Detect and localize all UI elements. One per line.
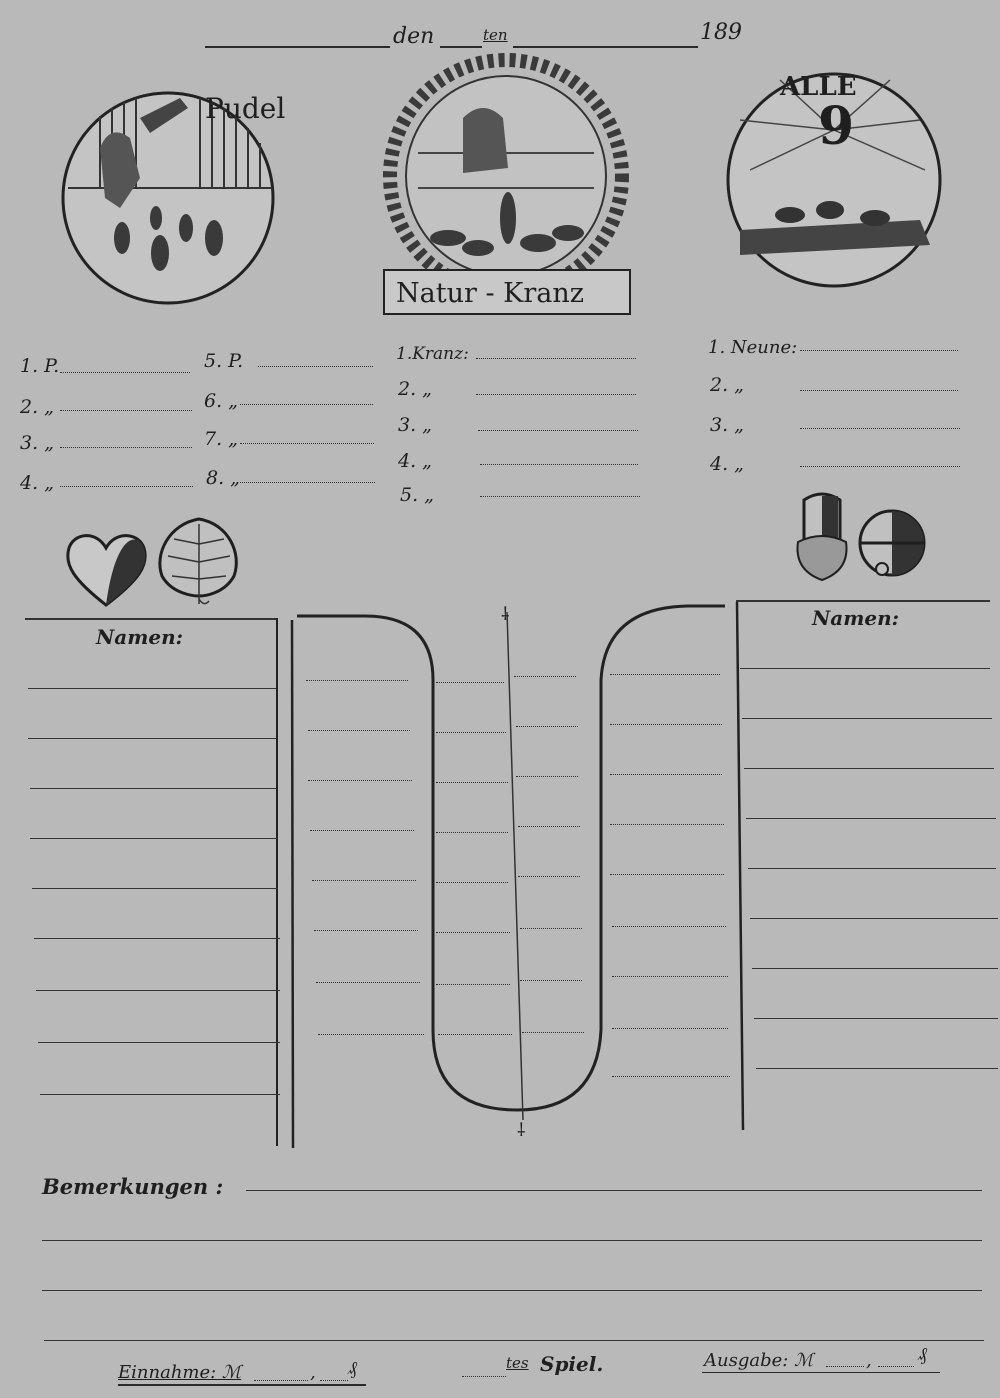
score-line-center-right[interactable] (520, 980, 582, 981)
score-line-center-left[interactable] (436, 732, 506, 733)
footer-ausgabe-pf: ₰ (918, 1344, 927, 1365)
pudel-entry-label: 4. „ (20, 472, 55, 494)
score-line-left[interactable] (306, 680, 408, 681)
score-line-center-right[interactable] (520, 928, 582, 929)
score-line-center-left[interactable] (436, 782, 508, 783)
score-line-center-right[interactable] (514, 676, 576, 677)
pudel-title: Pudel (205, 92, 286, 125)
header-den: den (393, 24, 435, 49)
neune-entry-blank[interactable] (800, 428, 960, 429)
right-name-line[interactable] (744, 768, 994, 769)
pudel-entry-blank[interactable] (240, 443, 374, 444)
pudel-entry-blank[interactable] (60, 486, 193, 487)
kranz-entry-blank[interactable] (478, 430, 638, 431)
footer-spiel-number-blank[interactable] (462, 1376, 506, 1377)
right-name-line[interactable] (740, 668, 990, 669)
neune-entry-blank[interactable] (800, 350, 958, 351)
pudel-entry-blank[interactable] (60, 372, 190, 373)
left-name-line[interactable] (34, 938, 280, 939)
footer-ausgabe-comma: , (866, 1350, 872, 1371)
pudel-entry-blank[interactable] (60, 410, 192, 411)
pudel-entry-blank[interactable] (258, 366, 373, 367)
left-name-line[interactable] (32, 888, 278, 889)
footer-ausgabe-underline (702, 1372, 940, 1373)
pudel-entry-blank[interactable] (240, 404, 373, 405)
score-line-center-right[interactable] (522, 1032, 584, 1033)
kranz-entry-label: 2. „ (398, 378, 433, 400)
right-name-line[interactable] (756, 1068, 998, 1069)
kranz-entry-blank[interactable] (480, 464, 638, 465)
svg-text:⸸: ⸸ (517, 1120, 526, 1141)
left-name-line[interactable] (36, 990, 280, 991)
footer-spiel: Spiel. (540, 1352, 604, 1376)
kranz-entry-label: 3. „ (398, 414, 433, 436)
right-column-top-rule (736, 600, 990, 602)
remarks-line[interactable] (246, 1190, 982, 1191)
remarks-line[interactable] (42, 1290, 982, 1291)
svg-text:⸸: ⸸ (501, 604, 510, 625)
footer-einnahme-pf-blank[interactable] (320, 1380, 348, 1381)
kranz-title: Natur - Kranz (396, 278, 584, 309)
footer-einnahme-mark-blank[interactable] (254, 1380, 308, 1381)
left-column-right-rule (276, 618, 278, 1146)
remarks-line[interactable] (44, 1340, 984, 1341)
footer-einnahme-underline (118, 1384, 366, 1386)
neune-entry-blank[interactable] (800, 390, 958, 391)
kranz-entry-blank[interactable] (476, 394, 636, 395)
left-name-line[interactable] (38, 1042, 280, 1043)
score-line-center-right[interactable] (518, 876, 580, 877)
heart-icon (64, 530, 149, 610)
bell-icon (856, 505, 928, 585)
right-name-line[interactable] (746, 818, 996, 819)
score-line-center-left[interactable] (436, 882, 508, 883)
footer-einnahme-label: Einnahme: ℳ (118, 1362, 242, 1383)
score-line-right[interactable] (610, 674, 720, 675)
footer-ausgabe-pf-blank[interactable] (878, 1366, 914, 1367)
score-line-center-right[interactable] (516, 776, 578, 777)
header-date-blank-1[interactable] (205, 46, 390, 48)
right-name-line[interactable] (750, 918, 998, 919)
right-name-line[interactable] (748, 868, 996, 869)
pudel-entry-label: 7. „ (204, 428, 239, 450)
header-year: 189 (700, 20, 742, 45)
score-line-center-left[interactable] (438, 1034, 512, 1035)
score-line-center-right[interactable] (518, 826, 580, 827)
score-line-right[interactable] (612, 1076, 730, 1077)
score-line-left[interactable] (310, 830, 414, 831)
left-name-line[interactable] (40, 1094, 280, 1095)
score-line-center-left[interactable] (436, 932, 510, 933)
header-date-blank-2[interactable] (440, 46, 482, 48)
acorn-icon (792, 490, 852, 585)
pudel-entry-blank[interactable] (60, 447, 192, 448)
score-line-right[interactable] (612, 976, 728, 977)
score-line-left[interactable] (308, 780, 412, 781)
score-line-right[interactable] (610, 724, 722, 725)
neune-entry-blank[interactable] (800, 466, 960, 467)
alle-neune-number: 9 (818, 96, 855, 157)
right-column-header: Namen: (812, 606, 900, 630)
score-line-center-left[interactable] (436, 984, 510, 985)
neune-entry-label: 1. Neune: (708, 337, 798, 358)
score-line-right[interactable] (610, 824, 724, 825)
score-line-left[interactable] (316, 982, 420, 983)
score-line-center-right[interactable] (516, 726, 578, 727)
score-line-right[interactable] (610, 874, 724, 875)
remarks-line[interactable] (42, 1240, 982, 1241)
score-line-left[interactable] (318, 1034, 424, 1035)
left-column-top-rule (25, 618, 277, 620)
footer-ausgabe-label: Ausgabe: ℳ (704, 1350, 814, 1371)
pudel-entry-label: 6. „ (204, 390, 239, 412)
left-name-line[interactable] (28, 688, 276, 689)
neune-entry-label: 3. „ (710, 414, 745, 436)
neune-entry-label: 4. „ (710, 453, 745, 475)
neune-entry-label: 2. „ (710, 374, 745, 396)
score-line-right[interactable] (612, 926, 726, 927)
right-name-line[interactable] (754, 1018, 998, 1019)
left-column-header: Namen: (96, 625, 184, 649)
pudel-entry-label: 3. „ (20, 432, 55, 454)
right-name-line[interactable] (742, 718, 992, 719)
score-line-left[interactable] (314, 930, 418, 931)
header-ten: ten (483, 26, 508, 44)
right-name-line[interactable] (752, 968, 998, 969)
score-line-right[interactable] (612, 1028, 728, 1029)
left-name-line[interactable] (30, 788, 276, 789)
footer-spiel-tes: tes (506, 1354, 529, 1372)
pudel-entry-label: 8. „ (206, 467, 241, 489)
kranz-entry-label: 5. „ (400, 484, 435, 506)
leaf-icon (154, 514, 244, 609)
footer-ausgabe-mark-blank[interactable] (826, 1366, 864, 1367)
left-name-line[interactable] (30, 838, 278, 839)
pudel-entry-label: 1. P. (20, 355, 60, 377)
kranz-entry-blank[interactable] (476, 358, 636, 359)
remarks-label: Bemerkungen : (42, 1174, 224, 1199)
score-line-right[interactable] (610, 774, 722, 775)
pudel-entry-label: 5. P. (204, 350, 244, 372)
kranz-entry-blank[interactable] (480, 496, 640, 497)
kranz-entry-label: 4. „ (398, 450, 433, 472)
footer-einnahme-comma: , (310, 1362, 316, 1383)
score-line-center-left[interactable] (436, 682, 504, 683)
alle-neune-title: ALLE (780, 72, 857, 102)
kranz-entry-label: 1.Kranz: (396, 344, 469, 364)
header-date-blank-3[interactable] (513, 46, 698, 48)
score-line-left[interactable] (308, 730, 410, 731)
pudel-entry-blank[interactable] (240, 482, 375, 483)
pudel-entry-label: 2. „ (20, 396, 55, 418)
left-name-line[interactable] (28, 738, 276, 739)
footer-einnahme-pf: ₰ (348, 1358, 357, 1379)
score-line-left[interactable] (312, 880, 416, 881)
score-line-center-left[interactable] (436, 832, 508, 833)
